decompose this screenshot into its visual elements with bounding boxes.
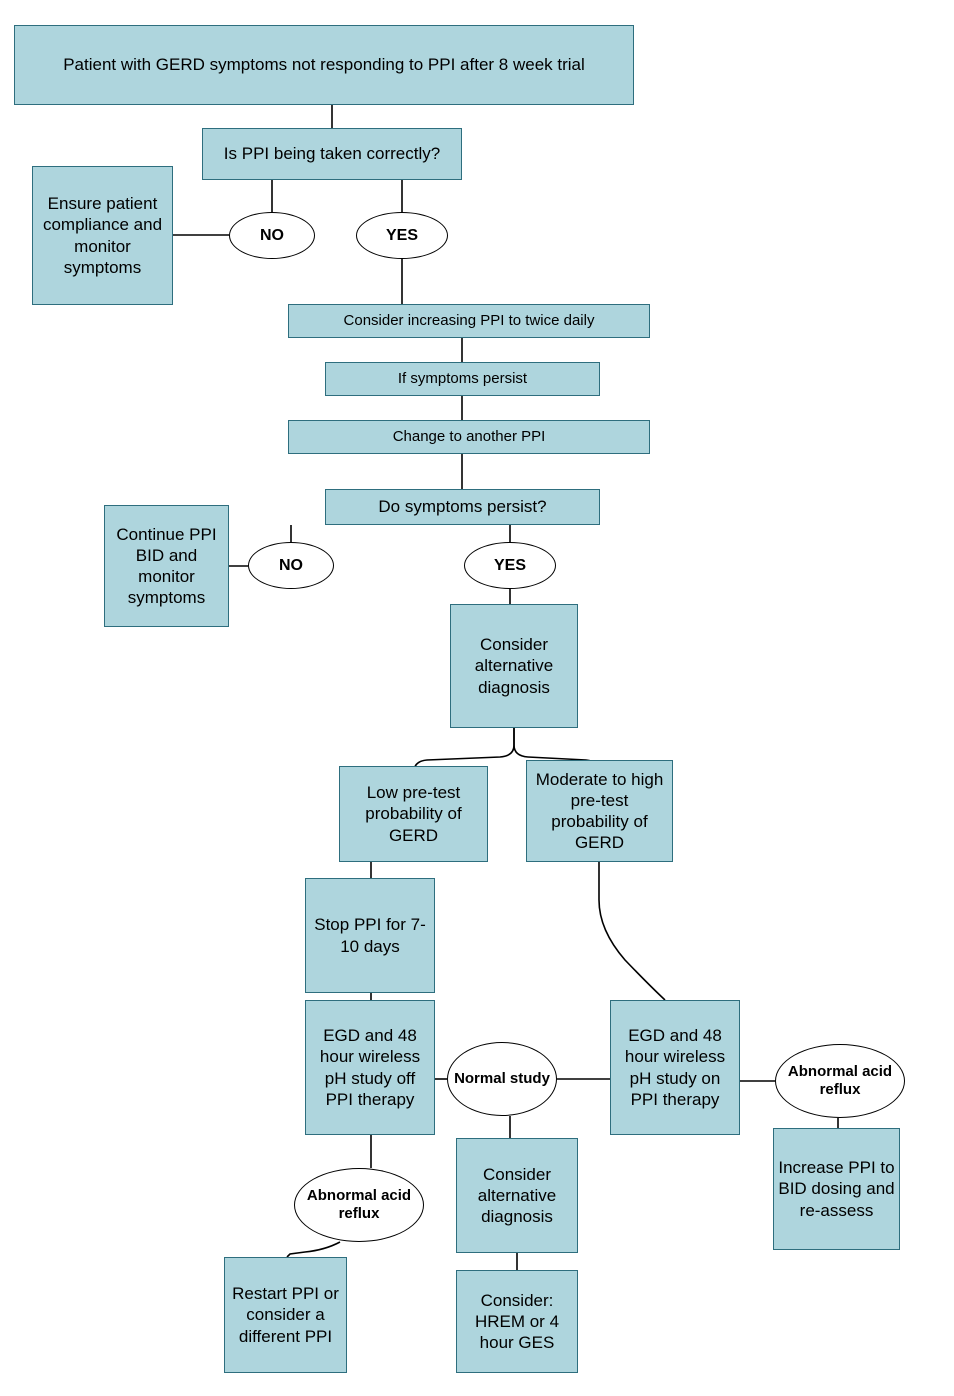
node-change-ppi-label: Change to another PPI xyxy=(392,427,546,445)
result-normal-study-label: Normal study xyxy=(454,1070,550,1087)
node-start-label: Patient with GERD symptoms not responding to PPI after 8 week trial xyxy=(63,55,585,75)
result-abnormal-acid-reflux-on-ppi[interactable] xyxy=(775,1044,905,1118)
node-ensure-compliance[interactable] xyxy=(32,166,173,305)
node-egd-off-ppi-label: EGD and 48 hour wireless pH study off PPI therapy xyxy=(319,1026,421,1109)
node-egd-on-ppi-label: EGD and 48 hour wireless pH study on PPI therapy xyxy=(624,1026,726,1109)
node-symptoms-persist-label: If symptoms persist xyxy=(397,369,528,387)
node-mod-high-pretest-label: Moderate to high pre-test probability of GERD xyxy=(535,769,664,853)
node-do-symptoms-persist[interactable] xyxy=(325,489,600,525)
result-abnormal-acid-reflux-off-ppi[interactable] xyxy=(294,1168,424,1242)
node-consider-hrem-ges-label: Consider: HREM or 4 hour GES xyxy=(474,1290,560,1353)
result-abnormal-acid-reflux-off-ppi-label: Abnormal acid reflux xyxy=(306,1187,412,1222)
decision-no-symptoms-persist-label: NO xyxy=(279,556,303,574)
decision-no-ppi-correct-label: NO xyxy=(260,226,284,244)
node-continue-ppi-bid[interactable] xyxy=(104,505,229,627)
node-consider-alt-dx-1-label: Consider alternative diagnosis xyxy=(474,635,554,697)
decision-no-ppi-correct[interactable] xyxy=(229,212,315,259)
node-increase-ppi-label: Consider increasing PPI to twice daily xyxy=(343,311,595,329)
node-consider-alt-dx-2[interactable] xyxy=(456,1138,578,1253)
node-increase-ppi-bid[interactable] xyxy=(773,1128,900,1250)
node-mod-high-pretest[interactable] xyxy=(526,760,673,862)
node-consider-alt-dx-1[interactable] xyxy=(450,604,578,728)
node-ppi-correct-label: Is PPI being taken correctly? xyxy=(223,144,441,164)
node-increase-ppi-bid-label: Increase PPI to BID dosing and re-assess xyxy=(778,1158,895,1220)
decision-yes-symptoms-persist-label: YES xyxy=(493,556,526,574)
node-ensure-compliance-label: Ensure patient compliance and monitor symptoms xyxy=(42,194,163,277)
node-increase-ppi[interactable] xyxy=(288,304,650,338)
node-stop-ppi[interactable] xyxy=(305,878,435,993)
node-consider-alt-dx-2-label: Consider alternative diagnosis xyxy=(477,1164,557,1227)
edge-abnormal-left-to-restart xyxy=(287,1242,340,1257)
node-do-symptoms-persist-label: Do symptoms persist? xyxy=(378,497,547,517)
node-egd-on-ppi[interactable] xyxy=(610,1000,740,1135)
node-restart-ppi[interactable] xyxy=(224,1257,347,1373)
result-abnormal-acid-reflux-on-ppi-label: Abnormal acid reflux xyxy=(787,1063,893,1098)
node-egd-off-ppi[interactable] xyxy=(305,1000,435,1135)
node-change-ppi[interactable] xyxy=(288,420,650,454)
edge-modhigh-to-egdon xyxy=(599,862,665,1000)
result-normal-study[interactable] xyxy=(447,1042,557,1116)
decision-yes-ppi-correct-label: YES xyxy=(385,226,418,244)
node-continue-ppi-bid-label: Continue PPI BID and monitor symptoms xyxy=(116,524,217,608)
node-ppi-correct[interactable] xyxy=(202,128,462,180)
decision-yes-symptoms-persist[interactable] xyxy=(464,542,556,589)
decision-yes-ppi-correct[interactable] xyxy=(356,212,448,259)
node-consider-hrem-ges[interactable] xyxy=(456,1270,578,1373)
node-symptoms-persist[interactable] xyxy=(325,362,600,396)
node-restart-ppi-label: Restart PPI or consider a different PPI xyxy=(232,1284,339,1346)
node-stop-ppi-label: Stop PPI for 7-10 days xyxy=(314,915,426,956)
decision-no-symptoms-persist[interactable] xyxy=(248,542,334,589)
node-low-pretest-label: Low pre-test probability of GERD xyxy=(365,783,462,845)
node-start[interactable] xyxy=(14,25,634,105)
node-low-pretest[interactable] xyxy=(339,766,488,862)
